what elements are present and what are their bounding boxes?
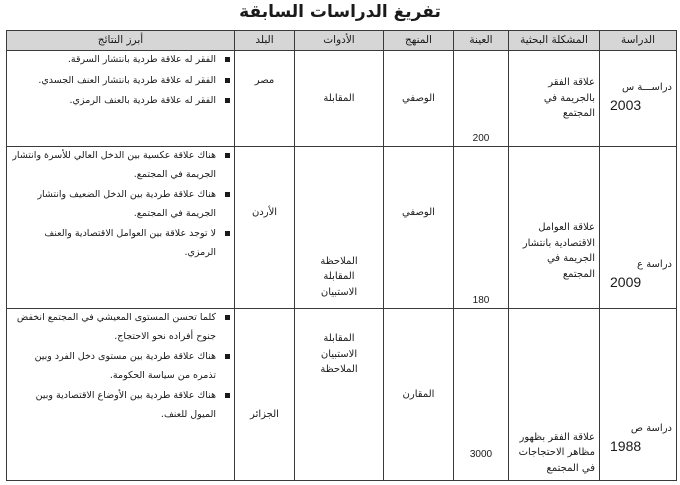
- tool-item: المقابلة: [323, 271, 355, 282]
- header-tools: الأدوات: [295, 31, 384, 51]
- previous-studies-table: [6, 30, 677, 481]
- page-title: تفريغ الدراسات السابقة: [239, 2, 441, 22]
- tool-item: الملاحظة: [320, 255, 358, 267]
- study-cell: [600, 309, 677, 481]
- result-item: لا توجد علاقة بين العوامل الاقتصادية والعنف الرمزي.: [11, 225, 230, 262]
- header-sample: العينة: [454, 31, 509, 51]
- bullet-icon: [225, 192, 230, 197]
- result-item: الفقر له علاقة طردية بانتشار السرقة.: [11, 51, 230, 70]
- study-year: 1988: [610, 438, 642, 455]
- result-item: هناك علاقة طردية بين مستوى دخل الفرد وبين تذمره من سياسة الحكومة.: [11, 348, 230, 385]
- country-cell: مصر: [235, 51, 295, 147]
- result-item: هناك علاقة طردية بين الدخل الضعيف وانتشار الجريمة في المجتمع.: [11, 186, 230, 223]
- country-cell: الأردن: [235, 147, 295, 309]
- study-cell: [600, 147, 677, 309]
- bullet-icon: [225, 57, 230, 62]
- sample-cell: 3000: [454, 309, 509, 481]
- results-cell: [7, 309, 235, 481]
- method-cell: المقارن: [384, 309, 454, 481]
- method-cell: الوصفي: [384, 51, 454, 147]
- tool-item: المقابلة: [323, 92, 355, 104]
- problem-cell: علاقة العوامل الاقتصادية بانتشار الجريمة في المجتمع: [509, 147, 600, 309]
- bullet-icon: [225, 153, 230, 158]
- sample-cell: 180: [454, 147, 509, 309]
- header-problem: المشكلة البحثية: [509, 31, 600, 51]
- results-list: [11, 51, 230, 111]
- country-cell: الجزائر: [235, 309, 295, 481]
- sample-cell: 200: [454, 51, 509, 147]
- header-results: أبرز النتائج: [7, 31, 235, 51]
- problem-cell: علاقة الفقر بالجريمة في المجتمع: [509, 51, 600, 147]
- results-list: [11, 309, 230, 424]
- header-method: المنهج: [384, 31, 454, 51]
- tool-item: الملاحظة: [320, 364, 358, 375]
- results-cell: [7, 147, 235, 309]
- tools-cell: [295, 51, 384, 147]
- results-list: [11, 147, 230, 262]
- header-country: البلد: [235, 31, 295, 51]
- study-name: دراسة ص: [630, 422, 672, 434]
- study-year: 2009: [610, 274, 642, 291]
- study-name: دراسة ع: [637, 258, 672, 270]
- study-year: 2003: [610, 97, 642, 114]
- result-item: هناك علاقة عكسية بين الدخل العالي للأسرة وانتشار الجريمة في المجتمع.: [11, 147, 230, 184]
- results-cell: [7, 51, 235, 147]
- table-row: [7, 309, 677, 481]
- bullet-icon: [225, 231, 230, 236]
- header-row: [7, 31, 677, 51]
- tool-item: الاستبيان: [320, 286, 358, 298]
- bullet-icon: [225, 393, 230, 398]
- tool-item: الاستبيان: [320, 348, 358, 360]
- result-item: الفقر له علاقة طردية بالعنف الرمزي.: [11, 92, 230, 111]
- header-study: الدراسة: [600, 31, 677, 51]
- table-row: [7, 51, 677, 147]
- bullet-icon: [225, 98, 230, 103]
- study-cell: [600, 51, 677, 147]
- result-item: كلما تحسن المستوى المعيشي في المجتمع انخفض جنوح أفراده نحو الاحتجاج.: [11, 309, 230, 346]
- bullet-icon: [225, 315, 230, 320]
- bullet-icon: [225, 78, 230, 83]
- method-cell: الوصفي: [384, 147, 454, 309]
- bullet-icon: [225, 354, 230, 359]
- study-name: دراســـة س: [622, 81, 672, 93]
- tools-cell: [295, 147, 384, 309]
- result-item: هناك علاقة طردية بين الأوضاع الاقتصادية وبين الميول للعنف.: [11, 387, 230, 424]
- tool-item: المقابلة: [323, 333, 355, 344]
- problem-cell: علاقة الفقر بظهور مظاهر الاحتجاجات في المجتمع: [509, 309, 600, 481]
- table-row: [7, 147, 677, 309]
- result-item: الفقر له علاقة طردية بانتشار العنف الجسدي.: [11, 72, 230, 91]
- tools-cell: [295, 309, 384, 481]
